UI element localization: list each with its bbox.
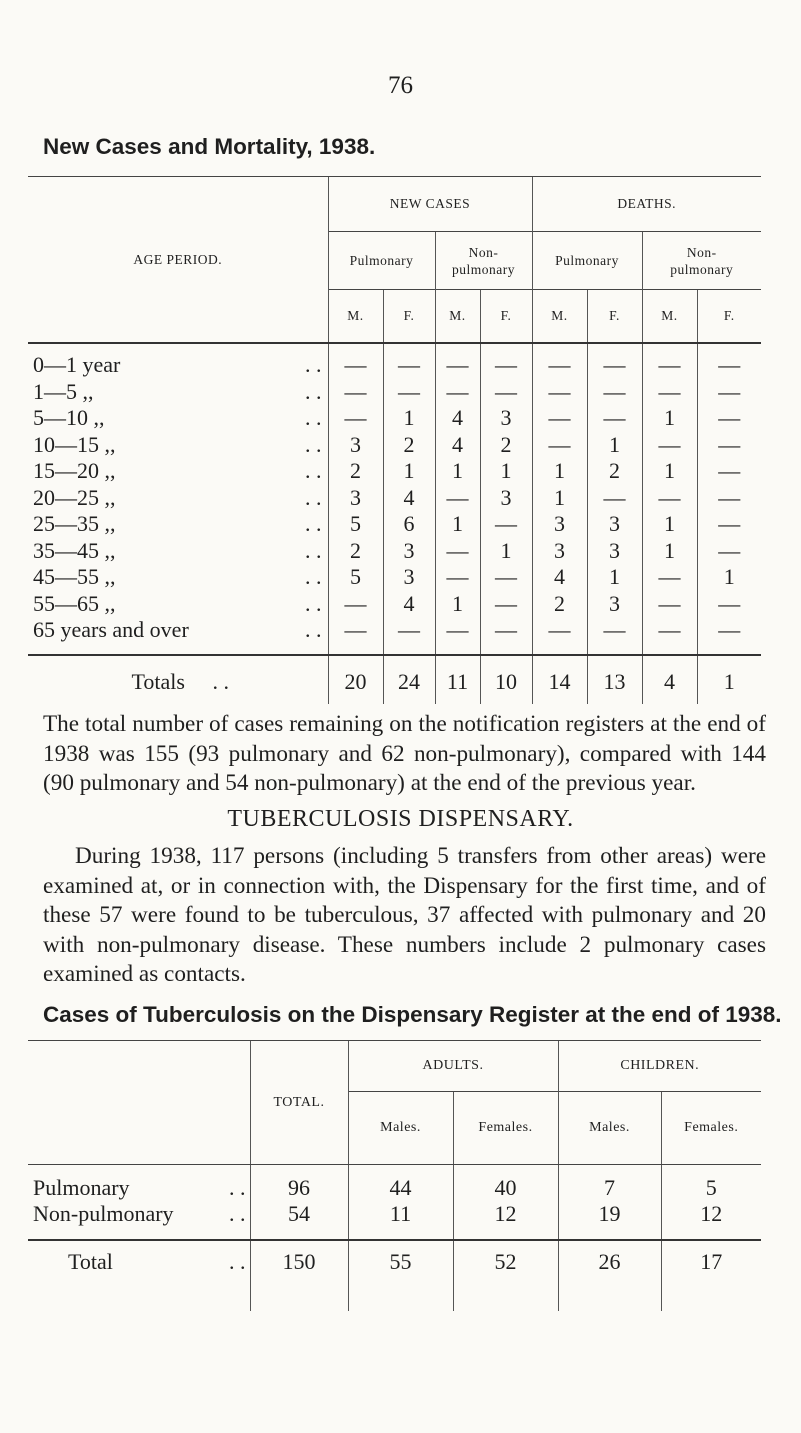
leader-dots: . . bbox=[305, 405, 322, 431]
row-label bbox=[28, 1201, 250, 1240]
col-f: F. bbox=[383, 290, 435, 344]
row-label bbox=[28, 1240, 250, 1311]
value-cell: — bbox=[328, 379, 383, 406]
value-cell: 3 bbox=[383, 564, 435, 591]
age-period-cell bbox=[28, 432, 328, 459]
leader-dots: . . bbox=[305, 511, 322, 537]
age-period-cell bbox=[28, 343, 328, 379]
table-row bbox=[28, 591, 761, 618]
value-cell: — bbox=[697, 538, 761, 565]
adults-header: ADULTS. bbox=[348, 1041, 558, 1092]
age-period-label: 5—10 ,, bbox=[33, 405, 105, 431]
totals-text: Totals bbox=[131, 668, 185, 694]
age-period-cell bbox=[28, 564, 328, 591]
value-cell: — bbox=[480, 343, 532, 379]
dispensary-register-table bbox=[28, 1040, 761, 1311]
value-cell: — bbox=[435, 564, 480, 591]
value-cell: — bbox=[532, 405, 587, 432]
age-period-label: 10—15 ,, bbox=[33, 431, 116, 457]
age-period-cell bbox=[28, 538, 328, 565]
value-cell: 3 bbox=[587, 511, 642, 538]
total-cell: 1 bbox=[697, 655, 761, 704]
age-period-header: AGE PERIOD. bbox=[28, 177, 328, 344]
age-period-label: 0—1 year bbox=[33, 352, 121, 378]
leader-dots: . . bbox=[305, 378, 322, 404]
leader-dots: . . bbox=[305, 352, 322, 378]
leader-dots: . . bbox=[305, 537, 322, 563]
new-pulmonary-header: Pulmonary bbox=[328, 232, 435, 290]
value-cell: — bbox=[642, 432, 697, 459]
table-row bbox=[28, 617, 761, 655]
leader-dots: . . bbox=[305, 484, 322, 510]
new-non-pulmonary-header: Non- pulmonary bbox=[435, 232, 532, 290]
children-header: CHILDREN. bbox=[558, 1041, 761, 1092]
value-cell: — bbox=[642, 343, 697, 379]
cell: 7 bbox=[558, 1165, 661, 1202]
value-cell: — bbox=[697, 405, 761, 432]
value-cell: — bbox=[697, 591, 761, 618]
value-cell: 5 bbox=[328, 564, 383, 591]
totals-label bbox=[28, 655, 328, 704]
age-period-label: 65 years and over bbox=[33, 617, 189, 643]
value-cell: 1 bbox=[480, 538, 532, 565]
value-cell: — bbox=[328, 343, 383, 379]
col-f: F. bbox=[587, 290, 642, 344]
col-m: M. bbox=[328, 290, 383, 344]
value-cell: 1 bbox=[383, 458, 435, 485]
row-label-text: Total bbox=[68, 1249, 113, 1274]
value-cell: 1 bbox=[532, 458, 587, 485]
value-cell: — bbox=[697, 379, 761, 406]
leader-dots: . . bbox=[305, 458, 322, 484]
leader-dots: . . bbox=[305, 617, 322, 643]
remaining-cases-paragraph: The total number of cases remaining on the notification registers at the end of 1938 was 155 (93 pulmonary and 62 non-pulmonary), compared with 144 (90 pulmonary and 54 non-pulmonary) at the end of the previous year. bbox=[43, 711, 766, 796]
value-cell: 3 bbox=[532, 511, 587, 538]
age-period-cell bbox=[28, 405, 328, 432]
value-cell: — bbox=[697, 485, 761, 512]
value-cell: 2 bbox=[328, 538, 383, 565]
value-cell: 4 bbox=[532, 564, 587, 591]
value-cell: 1 bbox=[435, 591, 480, 618]
age-period-cell bbox=[28, 458, 328, 485]
value-cell: — bbox=[532, 343, 587, 379]
value-cell: — bbox=[642, 379, 697, 406]
child-males-header: Males. bbox=[558, 1092, 661, 1165]
value-cell: 6 bbox=[383, 511, 435, 538]
value-cell: 2 bbox=[383, 432, 435, 459]
value-cell: — bbox=[383, 343, 435, 379]
value-cell: 1 bbox=[697, 564, 761, 591]
value-cell: — bbox=[532, 432, 587, 459]
age-period-label: 1—5 ,, bbox=[33, 378, 94, 404]
value-cell: — bbox=[328, 405, 383, 432]
age-period-label: 15—20 ,, bbox=[33, 458, 116, 484]
value-cell: 4 bbox=[435, 405, 480, 432]
value-cell: — bbox=[697, 511, 761, 538]
value-cell: 1 bbox=[435, 458, 480, 485]
table-row bbox=[28, 485, 761, 512]
value-cell: — bbox=[435, 538, 480, 565]
value-cell: — bbox=[480, 379, 532, 406]
leader-dots: . . bbox=[305, 431, 322, 457]
value-cell: 3 bbox=[480, 485, 532, 512]
age-period-label: 20—25 ,, bbox=[33, 484, 116, 510]
value-cell: — bbox=[480, 511, 532, 538]
cell: 19 bbox=[558, 1201, 661, 1240]
row-label-text: Non-pulmonary bbox=[33, 1201, 174, 1226]
value-cell: 1 bbox=[587, 432, 642, 459]
value-cell: — bbox=[435, 379, 480, 406]
value-cell: — bbox=[642, 485, 697, 512]
value-cell: — bbox=[383, 379, 435, 406]
section-title-new-cases: New Cases and Mortality, 1938. bbox=[43, 134, 376, 159]
age-period-label: 55—65 ,, bbox=[33, 590, 116, 616]
total-cell: 20 bbox=[328, 655, 383, 704]
age-period-cell bbox=[28, 485, 328, 512]
leader-dots: . . bbox=[229, 1249, 246, 1274]
value-cell: — bbox=[642, 564, 697, 591]
child-females-header: Females. bbox=[661, 1092, 761, 1165]
col-m: M. bbox=[435, 290, 480, 344]
value-cell: 1 bbox=[383, 405, 435, 432]
total-header: TOTAL. bbox=[250, 1041, 348, 1165]
age-period-cell bbox=[28, 617, 328, 655]
value-cell: 1 bbox=[532, 485, 587, 512]
leader-dots: . . bbox=[305, 590, 322, 616]
row-label bbox=[28, 1165, 250, 1202]
col-m: M. bbox=[642, 290, 697, 344]
total-cell: 11 bbox=[435, 655, 480, 704]
new-cases-header: NEW CASES bbox=[328, 177, 532, 232]
table-row bbox=[28, 432, 761, 459]
total-cell: 4 bbox=[642, 655, 697, 704]
value-cell: 3 bbox=[328, 485, 383, 512]
value-cell: — bbox=[328, 591, 383, 618]
cell: 150 bbox=[250, 1240, 348, 1311]
value-cell: — bbox=[587, 379, 642, 406]
row-label-text: Pulmonary bbox=[33, 1175, 130, 1200]
age-period-label: 25—35 ,, bbox=[33, 511, 116, 537]
table-row bbox=[28, 405, 761, 432]
value-cell: 1 bbox=[642, 458, 697, 485]
value-cell: 4 bbox=[435, 432, 480, 459]
cell: 12 bbox=[661, 1201, 761, 1240]
value-cell: 3 bbox=[532, 538, 587, 565]
value-cell: — bbox=[587, 485, 642, 512]
value-cell: — bbox=[642, 591, 697, 618]
value-cell: 4 bbox=[383, 485, 435, 512]
value-cell: — bbox=[697, 458, 761, 485]
deaths-pulmonary-header: Pulmonary bbox=[532, 232, 642, 290]
leader-dots: . . bbox=[229, 1175, 246, 1200]
value-cell: 3 bbox=[480, 405, 532, 432]
value-cell: — bbox=[480, 617, 532, 655]
leader-dots: . . bbox=[305, 564, 322, 590]
cell: 55 bbox=[348, 1240, 453, 1311]
value-cell: 3 bbox=[383, 538, 435, 565]
cell: 40 bbox=[453, 1165, 558, 1202]
value-cell: — bbox=[587, 405, 642, 432]
value-cell: 2 bbox=[328, 458, 383, 485]
age-period-cell bbox=[28, 511, 328, 538]
total-cell: 13 bbox=[587, 655, 642, 704]
cell: 54 bbox=[250, 1201, 348, 1240]
value-cell: — bbox=[697, 432, 761, 459]
age-period-cell bbox=[28, 591, 328, 618]
age-period-label: 35—45 ,, bbox=[33, 537, 116, 563]
value-cell: — bbox=[435, 485, 480, 512]
value-cell: — bbox=[532, 379, 587, 406]
cell: 17 bbox=[661, 1240, 761, 1311]
new-cases-mortality-table bbox=[28, 176, 761, 704]
table-row bbox=[28, 343, 761, 379]
dispensary-paragraph: During 1938, 117 persons (including 5 transfers from other areas) were examined at, or in connection with, the Dispensary for the first time, and of these 57 were found to be tuberculous, 37 affected with pulmonary and 20 with non-pulmonary disease. These numbers include 2 pulmonary cases examined as contacts. bbox=[43, 843, 766, 987]
age-period-cell bbox=[28, 379, 328, 406]
value-cell: — bbox=[587, 343, 642, 379]
value-cell: 2 bbox=[532, 591, 587, 618]
value-cell: — bbox=[587, 617, 642, 655]
value-cell: 3 bbox=[587, 591, 642, 618]
total-cell: 14 bbox=[532, 655, 587, 704]
table-row bbox=[28, 564, 761, 591]
register-blank-header bbox=[28, 1041, 250, 1165]
table-row bbox=[28, 379, 761, 406]
table-row bbox=[28, 458, 761, 485]
table-row bbox=[28, 538, 761, 565]
value-cell: 1 bbox=[642, 538, 697, 565]
cell: 12 bbox=[453, 1201, 558, 1240]
deaths-header: DEATHS. bbox=[532, 177, 761, 232]
value-cell: 1 bbox=[435, 511, 480, 538]
value-cell: — bbox=[480, 591, 532, 618]
value-cell: 2 bbox=[480, 432, 532, 459]
value-cell: 5 bbox=[328, 511, 383, 538]
age-period-label: 45—55 ,, bbox=[33, 564, 116, 590]
leader-dots: . . bbox=[212, 668, 229, 694]
value-cell: — bbox=[435, 617, 480, 655]
page-number: 76 bbox=[388, 72, 413, 99]
adult-females-header: Females. bbox=[453, 1092, 558, 1165]
value-cell: 4 bbox=[383, 591, 435, 618]
value-cell: — bbox=[642, 617, 697, 655]
col-m: M. bbox=[532, 290, 587, 344]
value-cell: 1 bbox=[480, 458, 532, 485]
value-cell: 1 bbox=[587, 564, 642, 591]
value-cell: 1 bbox=[642, 405, 697, 432]
col-f: F. bbox=[697, 290, 761, 344]
total-cell: 10 bbox=[480, 655, 532, 704]
cell: 5 bbox=[661, 1165, 761, 1202]
value-cell: — bbox=[480, 564, 532, 591]
value-cell: 3 bbox=[587, 538, 642, 565]
value-cell: — bbox=[697, 343, 761, 379]
table-row bbox=[28, 511, 761, 538]
cell: 11 bbox=[348, 1201, 453, 1240]
cell: 96 bbox=[250, 1165, 348, 1202]
value-cell: — bbox=[435, 343, 480, 379]
col-f: F. bbox=[480, 290, 532, 344]
value-cell: 2 bbox=[587, 458, 642, 485]
deaths-non-pulmonary-header: Non- pulmonary bbox=[642, 232, 761, 290]
cell: 26 bbox=[558, 1240, 661, 1311]
cell: 52 bbox=[453, 1240, 558, 1311]
total-cell: 24 bbox=[383, 655, 435, 704]
dispensary-heading: TUBERCULOSIS DISPENSARY. bbox=[227, 806, 574, 832]
value-cell: — bbox=[697, 617, 761, 655]
value-cell: — bbox=[328, 617, 383, 655]
value-cell: — bbox=[383, 617, 435, 655]
value-cell: 1 bbox=[642, 511, 697, 538]
leader-dots: . . bbox=[229, 1201, 246, 1226]
adult-males-header: Males. bbox=[348, 1092, 453, 1165]
cell: 44 bbox=[348, 1165, 453, 1202]
value-cell: 3 bbox=[328, 432, 383, 459]
value-cell: — bbox=[532, 617, 587, 655]
section-title-register: Cases of Tuberculosis on the Dispensary Register at the end of 1938. bbox=[43, 1002, 782, 1027]
